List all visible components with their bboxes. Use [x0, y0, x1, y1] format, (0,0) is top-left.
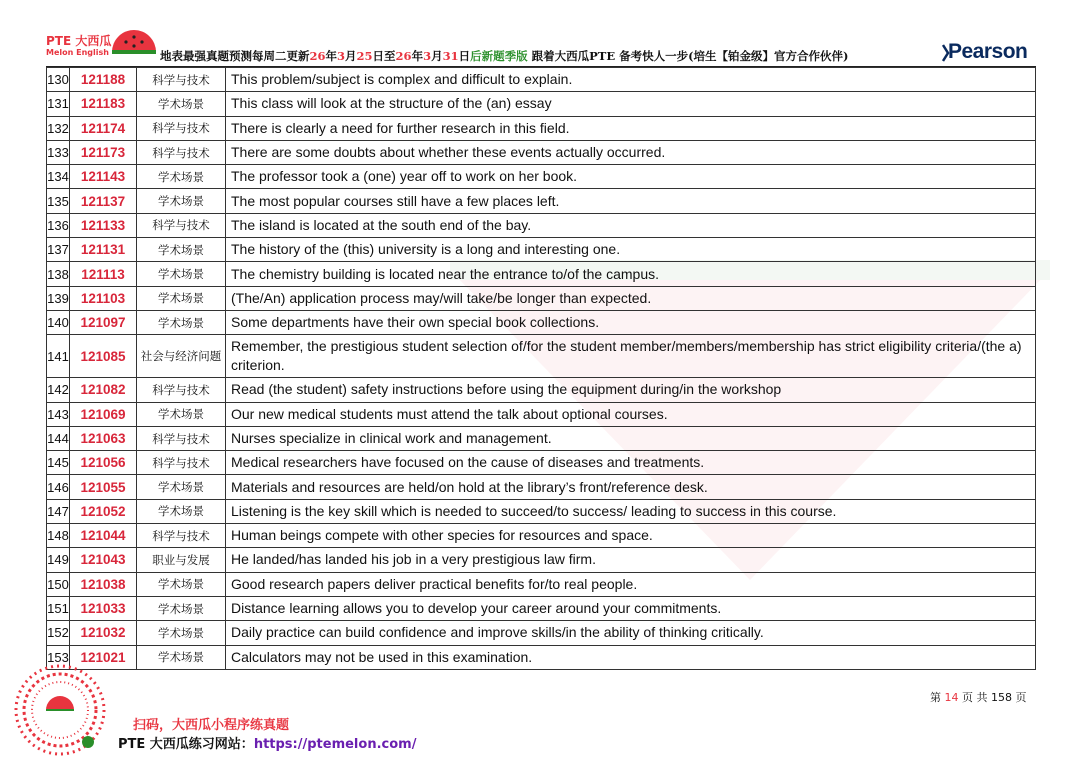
row-number: 139: [47, 286, 70, 310]
table-row: [47, 165, 1036, 189]
question-id: 121043: [70, 548, 137, 572]
row-number: 151: [47, 596, 70, 620]
sentence-text: Nurses specialize in clinical work and management.: [226, 426, 1036, 450]
category-label: 科学与技术: [137, 451, 226, 475]
row-number: 152: [47, 621, 70, 645]
sentence-text: This problem/subject is complex and difficult to explain.: [226, 68, 1036, 92]
sentence-text: Calculators may not be used in this examination.: [226, 645, 1036, 669]
website-link[interactable]: https://ptemelon.com/: [253, 737, 417, 752]
sentence-text: (The/An) application process may/will take/be longer than expected.: [226, 286, 1036, 310]
table-row: [47, 645, 1036, 669]
category-label: 学术场景: [137, 238, 226, 262]
table-row: [47, 238, 1036, 262]
row-number: 149: [47, 548, 70, 572]
question-table: [46, 67, 1036, 670]
category-label: 学术场景: [137, 92, 226, 116]
sentence-text: Medical researchers have focused on the cause of diseases and treatments.: [226, 451, 1036, 475]
question-id: 121174: [70, 116, 137, 140]
question-id: 121056: [70, 451, 137, 475]
sentence-text: Materials and resources are held/on hold at the library’s front/reference desk.: [226, 475, 1036, 499]
table-row: [47, 286, 1036, 310]
sentence-text: Human beings compete with other species for resources and space.: [226, 524, 1036, 548]
question-id: 121143: [70, 165, 137, 189]
sentence-text: Read (the student) safety instructions before using the equipment during/in the workshop: [226, 378, 1036, 402]
row-number: 133: [47, 140, 70, 164]
category-label: 学术场景: [137, 475, 226, 499]
row-number: 131: [47, 92, 70, 116]
table-row: [47, 68, 1036, 92]
brand-subtitle: Melon English: [46, 48, 109, 57]
category-label: 学术场景: [137, 165, 226, 189]
sentence-text: The island is located at the south end of the bay.: [226, 213, 1036, 237]
category-label: 学术场景: [137, 189, 226, 213]
category-label: 学术场景: [137, 402, 226, 426]
table-row: [47, 524, 1036, 548]
row-number: 140: [47, 310, 70, 334]
sentence-text: Good research papers deliver practical benefits for/to real people.: [226, 572, 1036, 596]
table-row: [47, 402, 1036, 426]
page-indicator: 第 14 页 共 158 页: [930, 691, 1027, 704]
category-label: 科学与技术: [137, 213, 226, 237]
question-id: 121038: [70, 572, 137, 596]
category-label: 科学与技术: [137, 116, 226, 140]
table-row: [47, 499, 1036, 523]
row-number: 141: [47, 335, 70, 378]
category-label: 学术场景: [137, 596, 226, 620]
table-row: [47, 310, 1036, 334]
sentence-text: He landed/has landed his job in a very prestigious law firm.: [226, 548, 1036, 572]
sentence-text: Our new medical students must attend the talk about optional courses.: [226, 402, 1036, 426]
table-row: [47, 213, 1036, 237]
partner-logo: Pearson: [948, 40, 1028, 63]
question-id: 121085: [70, 335, 137, 378]
sentence-text: This class will look at the structure of the (an) essay: [226, 92, 1036, 116]
promo-mini-program: 扫码，大西瓜小程序练真题: [133, 718, 290, 733]
sentence-text: There is clearly a need for further research in this field.: [226, 116, 1036, 140]
table-row: [47, 262, 1036, 286]
row-number: 130: [47, 68, 70, 92]
table-row: [47, 475, 1036, 499]
question-id: 121069: [70, 402, 137, 426]
table-row: [47, 596, 1036, 620]
category-label: 科学与技术: [137, 378, 226, 402]
row-number: 145: [47, 451, 70, 475]
sentence-text: Daily practice can build confidence and improve skills/in the ability of thinking critically.: [226, 621, 1036, 645]
question-id: 121044: [70, 524, 137, 548]
category-label: 职业与发展: [137, 548, 226, 572]
question-id: 121063: [70, 426, 137, 450]
table-row: [47, 378, 1036, 402]
sentence-text: The professor took a (one) year off to work on her book.: [226, 165, 1036, 189]
sentence-text: Remember, the prestigious student selection of/for the student member/members/membership has strict eligibility criteria/(the a) criterion.: [226, 335, 1036, 378]
row-number: 147: [47, 499, 70, 523]
category-label: 社会与经济问题: [137, 335, 226, 378]
page-headline: 地表最强真题预测每周二更新26年3月25日至26年3月31日后新题季版 跟着大西瓜PTE 备考快人一步(培生【铂金级】官方合作伙伴): [160, 49, 849, 63]
question-id: 121103: [70, 286, 137, 310]
category-label: 学术场景: [137, 645, 226, 669]
question-id: 121183: [70, 92, 137, 116]
question-id: 121097: [70, 310, 137, 334]
table-row: [47, 621, 1036, 645]
category-label: 学术场景: [137, 262, 226, 286]
promo-website: PTE 大西瓜练习网站：https://ptemelon.com/: [118, 737, 417, 752]
category-label: 学术场景: [137, 310, 226, 334]
sentence-text: The most popular courses still have a few places left.: [226, 189, 1036, 213]
table-row: [47, 572, 1036, 596]
watermelon-icon: [110, 22, 158, 62]
row-number: 137: [47, 238, 70, 262]
category-label: 科学与技术: [137, 524, 226, 548]
row-number: 132: [47, 116, 70, 140]
category-label: 学术场景: [137, 286, 226, 310]
category-label: 学术场景: [137, 572, 226, 596]
row-number: 148: [47, 524, 70, 548]
question-id: 121133: [70, 213, 137, 237]
row-number: 135: [47, 189, 70, 213]
table-row: [47, 140, 1036, 164]
sentence-text: The chemistry building is located near the entrance to/of the campus.: [226, 262, 1036, 286]
question-id: 121052: [70, 499, 137, 523]
table-row: [47, 92, 1036, 116]
row-number: 153: [47, 645, 70, 669]
category-label: 科学与技术: [137, 140, 226, 164]
row-number: 136: [47, 213, 70, 237]
question-id: 121033: [70, 596, 137, 620]
category-label: 科学与技术: [137, 426, 226, 450]
question-id: 121113: [70, 262, 137, 286]
question-id: 121173: [70, 140, 137, 164]
question-id: 121188: [70, 68, 137, 92]
question-id: 121137: [70, 189, 137, 213]
table-row: [47, 426, 1036, 450]
question-id: 121082: [70, 378, 137, 402]
sentence-text: There are some doubts about whether these events actually occurred.: [226, 140, 1036, 164]
sentence-text: Listening is the key skill which is needed to succeed/to success/ leading to success in this course.: [226, 499, 1036, 523]
category-label: 科学与技术: [137, 68, 226, 92]
category-label: 学术场景: [137, 499, 226, 523]
category-label: 学术场景: [137, 621, 226, 645]
question-id: 121021: [70, 645, 137, 669]
row-number: 138: [47, 262, 70, 286]
sentence-text: Some departments have their own special book collections.: [226, 310, 1036, 334]
question-id: 121055: [70, 475, 137, 499]
table-row: [47, 548, 1036, 572]
sentence-text: Distance learning allows you to develop your career around your commitments.: [226, 596, 1036, 620]
row-number: 143: [47, 402, 70, 426]
row-number: 146: [47, 475, 70, 499]
row-number: 150: [47, 572, 70, 596]
brand-logo: [40, 20, 160, 62]
table-row: [47, 335, 1036, 378]
table-row: [47, 189, 1036, 213]
row-number: 134: [47, 165, 70, 189]
question-id: 121032: [70, 621, 137, 645]
question-id: 121131: [70, 238, 137, 262]
row-number: 144: [47, 426, 70, 450]
brand-name: PTE 大西瓜: [46, 34, 112, 48]
table-row: [47, 451, 1036, 475]
mini-program-qr-icon[interactable]: [10, 660, 110, 760]
sentence-text: The history of the (this) university is a long and interesting one.: [226, 238, 1036, 262]
table-row: [47, 116, 1036, 140]
row-number: 142: [47, 378, 70, 402]
